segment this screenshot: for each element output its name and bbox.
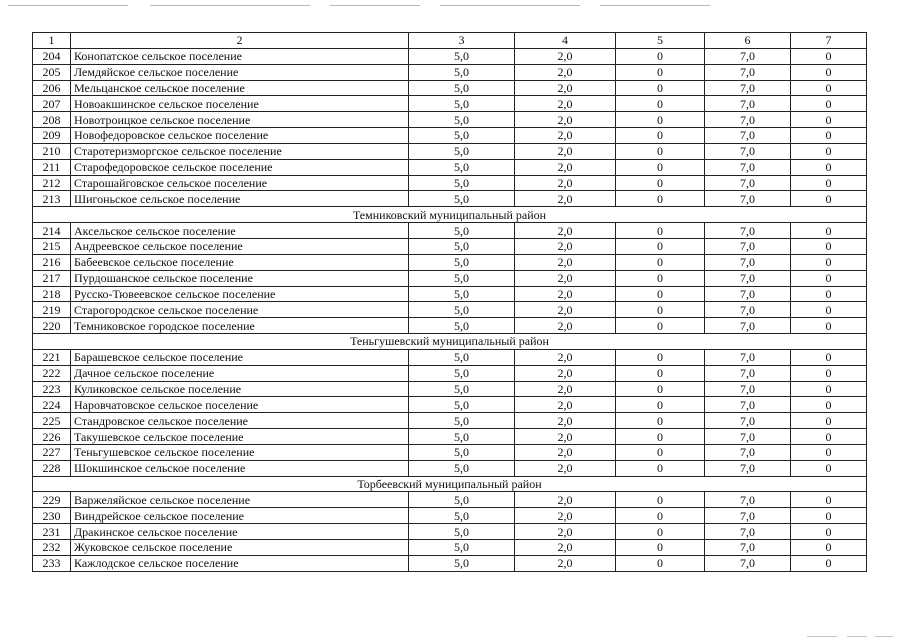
value-col-5: 0: [616, 238, 705, 254]
column-header: 3: [409, 33, 515, 49]
settlement-name: Старотеризморгское сельское поселение: [71, 143, 409, 159]
value-col-5: 0: [616, 64, 705, 80]
settlement-name: Куликовское сельское поселение: [71, 381, 409, 397]
value-col-4: 2,0: [515, 397, 616, 413]
table-row: [33, 540, 867, 556]
value-col-5: 0: [616, 191, 705, 207]
row-number: 207: [33, 96, 71, 112]
value-col-4: 2,0: [515, 492, 616, 508]
settlement-name: Бабеевское сельское поселение: [71, 254, 409, 270]
row-number: 223: [33, 381, 71, 397]
value-col-4: 2,0: [515, 429, 616, 445]
district-header-row: [33, 207, 867, 223]
value-col-6: 7,0: [705, 429, 791, 445]
settlement-name: Виндрейское сельское поселение: [71, 508, 409, 524]
value-col-3: 5,0: [409, 191, 515, 207]
table-row: [33, 175, 867, 191]
value-col-5: 0: [616, 397, 705, 413]
value-col-7: 0: [791, 286, 867, 302]
value-col-3: 5,0: [409, 80, 515, 96]
table-row: [33, 64, 867, 80]
settlement-name: Теньгушевское сельское поселение: [71, 444, 409, 460]
row-number: 212: [33, 175, 71, 191]
table-row: [33, 413, 867, 429]
value-col-6: 7,0: [705, 508, 791, 524]
value-col-6: 7,0: [705, 175, 791, 191]
value-col-7: 0: [791, 413, 867, 429]
value-col-3: 5,0: [409, 365, 515, 381]
value-col-4: 2,0: [515, 191, 616, 207]
value-col-4: 2,0: [515, 112, 616, 128]
row-number: 220: [33, 318, 71, 334]
value-col-7: 0: [791, 397, 867, 413]
row-number: 225: [33, 413, 71, 429]
value-col-5: 0: [616, 128, 705, 144]
value-col-3: 5,0: [409, 175, 515, 191]
value-col-4: 2,0: [515, 524, 616, 540]
value-col-3: 5,0: [409, 254, 515, 270]
value-col-7: 0: [791, 254, 867, 270]
district-header-row: [33, 334, 867, 350]
value-col-7: 0: [791, 128, 867, 144]
row-number: 229: [33, 492, 71, 508]
value-col-5: 0: [616, 349, 705, 365]
row-number: 206: [33, 80, 71, 96]
value-col-7: 0: [791, 318, 867, 334]
value-col-6: 7,0: [705, 159, 791, 175]
value-col-7: 0: [791, 540, 867, 556]
value-col-6: 7,0: [705, 540, 791, 556]
value-col-6: 7,0: [705, 143, 791, 159]
value-col-5: 0: [616, 159, 705, 175]
value-col-5: 0: [616, 112, 705, 128]
value-col-4: 2,0: [515, 508, 616, 524]
table-row: [33, 96, 867, 112]
settlement-name: Мельцанское сельское поселение: [71, 80, 409, 96]
row-number: 214: [33, 223, 71, 239]
row-number: 233: [33, 555, 71, 571]
table-row: [33, 365, 867, 381]
value-col-3: 5,0: [409, 540, 515, 556]
table-row: [33, 286, 867, 302]
table-row: [33, 349, 867, 365]
value-col-3: 5,0: [409, 128, 515, 144]
column-header: 6: [705, 33, 791, 49]
value-col-6: 7,0: [705, 318, 791, 334]
value-col-3: 5,0: [409, 238, 515, 254]
value-col-4: 2,0: [515, 381, 616, 397]
value-col-4: 2,0: [515, 96, 616, 112]
value-col-5: 0: [616, 555, 705, 571]
district-name: Торбеевский муниципальный район: [33, 476, 867, 492]
settlement-name: Лемдяйское сельское поселение: [71, 64, 409, 80]
value-col-3: 5,0: [409, 492, 515, 508]
data-table: [32, 32, 867, 572]
value-col-5: 0: [616, 524, 705, 540]
value-col-5: 0: [616, 444, 705, 460]
value-col-5: 0: [616, 96, 705, 112]
row-number: 217: [33, 270, 71, 286]
value-col-4: 2,0: [515, 460, 616, 476]
value-col-6: 7,0: [705, 349, 791, 365]
table-row: [33, 508, 867, 524]
table-body: [33, 33, 867, 572]
value-col-4: 2,0: [515, 254, 616, 270]
table-row: [33, 191, 867, 207]
row-number: 205: [33, 64, 71, 80]
value-col-6: 7,0: [705, 397, 791, 413]
table-row: [33, 128, 867, 144]
column-header: 7: [791, 33, 867, 49]
row-number: 224: [33, 397, 71, 413]
value-col-3: 5,0: [409, 112, 515, 128]
settlement-name: Жуковское сельское поселение: [71, 540, 409, 556]
value-col-3: 5,0: [409, 349, 515, 365]
settlement-name: Новоакшинское сельское поселение: [71, 96, 409, 112]
value-col-7: 0: [791, 508, 867, 524]
district-name: Теньгушевский муниципальный район: [33, 334, 867, 350]
column-header: 5: [616, 33, 705, 49]
value-col-7: 0: [791, 64, 867, 80]
value-col-6: 7,0: [705, 128, 791, 144]
value-col-3: 5,0: [409, 270, 515, 286]
value-col-7: 0: [791, 365, 867, 381]
value-col-3: 5,0: [409, 48, 515, 64]
value-col-5: 0: [616, 460, 705, 476]
value-col-7: 0: [791, 270, 867, 286]
row-number: 208: [33, 112, 71, 128]
value-col-6: 7,0: [705, 413, 791, 429]
value-col-5: 0: [616, 223, 705, 239]
value-col-7: 0: [791, 460, 867, 476]
value-col-7: 0: [791, 381, 867, 397]
value-col-3: 5,0: [409, 397, 515, 413]
settlement-name: Старошайговское сельское поселение: [71, 175, 409, 191]
value-col-7: 0: [791, 96, 867, 112]
value-col-7: 0: [791, 555, 867, 571]
value-col-6: 7,0: [705, 96, 791, 112]
settlement-name: Пурдошанское сельское поселение: [71, 270, 409, 286]
value-col-4: 2,0: [515, 318, 616, 334]
row-number: 232: [33, 540, 71, 556]
settlement-name: Дачное сельское поселение: [71, 365, 409, 381]
value-col-3: 5,0: [409, 318, 515, 334]
value-col-5: 0: [616, 302, 705, 318]
value-col-3: 5,0: [409, 302, 515, 318]
table-row: [33, 397, 867, 413]
value-col-4: 2,0: [515, 444, 616, 460]
value-col-6: 7,0: [705, 460, 791, 476]
table-row: [33, 48, 867, 64]
value-col-6: 7,0: [705, 223, 791, 239]
value-col-3: 5,0: [409, 96, 515, 112]
value-col-6: 7,0: [705, 524, 791, 540]
value-col-7: 0: [791, 112, 867, 128]
row-number: 209: [33, 128, 71, 144]
value-col-5: 0: [616, 540, 705, 556]
value-col-4: 2,0: [515, 349, 616, 365]
settlement-name: Старогородское сельское поселение: [71, 302, 409, 318]
value-col-6: 7,0: [705, 48, 791, 64]
settlement-name: Барашевское сельское поселение: [71, 349, 409, 365]
row-number: 204: [33, 48, 71, 64]
settlement-name: Русско-Тювеевское сельское поселение: [71, 286, 409, 302]
header-row: [33, 33, 867, 49]
row-number: 230: [33, 508, 71, 524]
value-col-3: 5,0: [409, 555, 515, 571]
table-row: [33, 555, 867, 571]
settlement-name: Новотроицкое сельское поселение: [71, 112, 409, 128]
value-col-3: 5,0: [409, 286, 515, 302]
value-col-3: 5,0: [409, 524, 515, 540]
value-col-4: 2,0: [515, 365, 616, 381]
settlement-name: Шигоньское сельское поселение: [71, 191, 409, 207]
table-row: [33, 80, 867, 96]
value-col-5: 0: [616, 492, 705, 508]
column-header: 4: [515, 33, 616, 49]
value-col-6: 7,0: [705, 302, 791, 318]
table-row: [33, 159, 867, 175]
table-row: [33, 238, 867, 254]
row-number: 216: [33, 254, 71, 270]
value-col-7: 0: [791, 302, 867, 318]
table-row: [33, 524, 867, 540]
settlement-name: Андреевское сельское поселение: [71, 238, 409, 254]
value-col-5: 0: [616, 270, 705, 286]
column-header: 2: [71, 33, 409, 49]
settlement-name: Темниковское городское поселение: [71, 318, 409, 334]
row-number: 218: [33, 286, 71, 302]
value-col-7: 0: [791, 80, 867, 96]
value-col-7: 0: [791, 143, 867, 159]
row-number: 215: [33, 238, 71, 254]
district-header-row: [33, 476, 867, 492]
value-col-4: 2,0: [515, 555, 616, 571]
value-col-5: 0: [616, 286, 705, 302]
value-col-6: 7,0: [705, 365, 791, 381]
settlement-name: Кажлодское сельское поселение: [71, 555, 409, 571]
value-col-5: 0: [616, 508, 705, 524]
value-col-6: 7,0: [705, 112, 791, 128]
value-col-7: 0: [791, 492, 867, 508]
value-col-3: 5,0: [409, 223, 515, 239]
value-col-7: 0: [791, 444, 867, 460]
value-col-7: 0: [791, 429, 867, 445]
value-col-4: 2,0: [515, 175, 616, 191]
value-col-4: 2,0: [515, 286, 616, 302]
value-col-3: 5,0: [409, 508, 515, 524]
table-row: [33, 318, 867, 334]
value-col-5: 0: [616, 254, 705, 270]
district-name: Темниковский муниципальный район: [33, 207, 867, 223]
value-col-4: 2,0: [515, 48, 616, 64]
value-col-4: 2,0: [515, 270, 616, 286]
value-col-5: 0: [616, 318, 705, 334]
table-row: [33, 429, 867, 445]
value-col-6: 7,0: [705, 286, 791, 302]
value-col-3: 5,0: [409, 444, 515, 460]
settlement-name: Наровчатовское сельское поселение: [71, 397, 409, 413]
value-col-3: 5,0: [409, 460, 515, 476]
value-col-7: 0: [791, 349, 867, 365]
table-row: [33, 254, 867, 270]
value-col-6: 7,0: [705, 381, 791, 397]
value-col-4: 2,0: [515, 302, 616, 318]
value-col-6: 7,0: [705, 270, 791, 286]
value-col-7: 0: [791, 524, 867, 540]
value-col-7: 0: [791, 238, 867, 254]
table-row: [33, 112, 867, 128]
value-col-4: 2,0: [515, 540, 616, 556]
value-col-5: 0: [616, 413, 705, 429]
row-number: 222: [33, 365, 71, 381]
value-col-6: 7,0: [705, 254, 791, 270]
table-row: [33, 143, 867, 159]
value-col-4: 2,0: [515, 80, 616, 96]
row-number: 219: [33, 302, 71, 318]
settlement-name: Конопатское сельское поселение: [71, 48, 409, 64]
value-col-5: 0: [616, 175, 705, 191]
value-col-3: 5,0: [409, 143, 515, 159]
settlement-name: Новофедоровское сельское поселение: [71, 128, 409, 144]
value-col-3: 5,0: [409, 159, 515, 175]
value-col-6: 7,0: [705, 555, 791, 571]
value-col-6: 7,0: [705, 64, 791, 80]
value-col-4: 2,0: [515, 159, 616, 175]
value-col-5: 0: [616, 381, 705, 397]
value-col-3: 5,0: [409, 429, 515, 445]
table-row: [33, 381, 867, 397]
table-row: [33, 460, 867, 476]
value-col-5: 0: [616, 80, 705, 96]
value-col-5: 0: [616, 48, 705, 64]
row-number: 213: [33, 191, 71, 207]
table-row: [33, 270, 867, 286]
table-row: [33, 302, 867, 318]
table-row: [33, 223, 867, 239]
settlement-name: Аксельское сельское поселение: [71, 223, 409, 239]
value-col-3: 5,0: [409, 381, 515, 397]
value-col-4: 2,0: [515, 223, 616, 239]
row-number: 228: [33, 460, 71, 476]
value-col-7: 0: [791, 223, 867, 239]
row-number: 221: [33, 349, 71, 365]
value-col-7: 0: [791, 48, 867, 64]
row-number: 226: [33, 429, 71, 445]
table-row: [33, 492, 867, 508]
row-number: 231: [33, 524, 71, 540]
column-header: 1: [33, 33, 71, 49]
table-row: [33, 444, 867, 460]
value-col-3: 5,0: [409, 64, 515, 80]
settlement-name: Такушевское сельское поселение: [71, 429, 409, 445]
settlement-name: Стандровское сельское поселение: [71, 413, 409, 429]
scan-artifact-top: [0, 0, 905, 14]
value-col-6: 7,0: [705, 492, 791, 508]
value-col-5: 0: [616, 143, 705, 159]
value-col-4: 2,0: [515, 238, 616, 254]
value-col-6: 7,0: [705, 444, 791, 460]
row-number: 210: [33, 143, 71, 159]
settlement-name: Варжеляйское сельское поселение: [71, 492, 409, 508]
settlement-name: Дракинское сельское поселение: [71, 524, 409, 540]
value-col-5: 0: [616, 365, 705, 381]
value-col-7: 0: [791, 159, 867, 175]
row-number: 227: [33, 444, 71, 460]
value-col-6: 7,0: [705, 238, 791, 254]
value-col-6: 7,0: [705, 80, 791, 96]
settlement-name: Старофедоровское сельское поселение: [71, 159, 409, 175]
value-col-7: 0: [791, 191, 867, 207]
value-col-3: 5,0: [409, 413, 515, 429]
value-col-6: 7,0: [705, 191, 791, 207]
value-col-4: 2,0: [515, 128, 616, 144]
settlement-name: Шокшинское сельское поселение: [71, 460, 409, 476]
value-col-4: 2,0: [515, 143, 616, 159]
value-col-4: 2,0: [515, 64, 616, 80]
row-number: 211: [33, 159, 71, 175]
value-col-7: 0: [791, 175, 867, 191]
scan-artifact-bottom: [807, 636, 893, 638]
value-col-4: 2,0: [515, 413, 616, 429]
value-col-5: 0: [616, 429, 705, 445]
